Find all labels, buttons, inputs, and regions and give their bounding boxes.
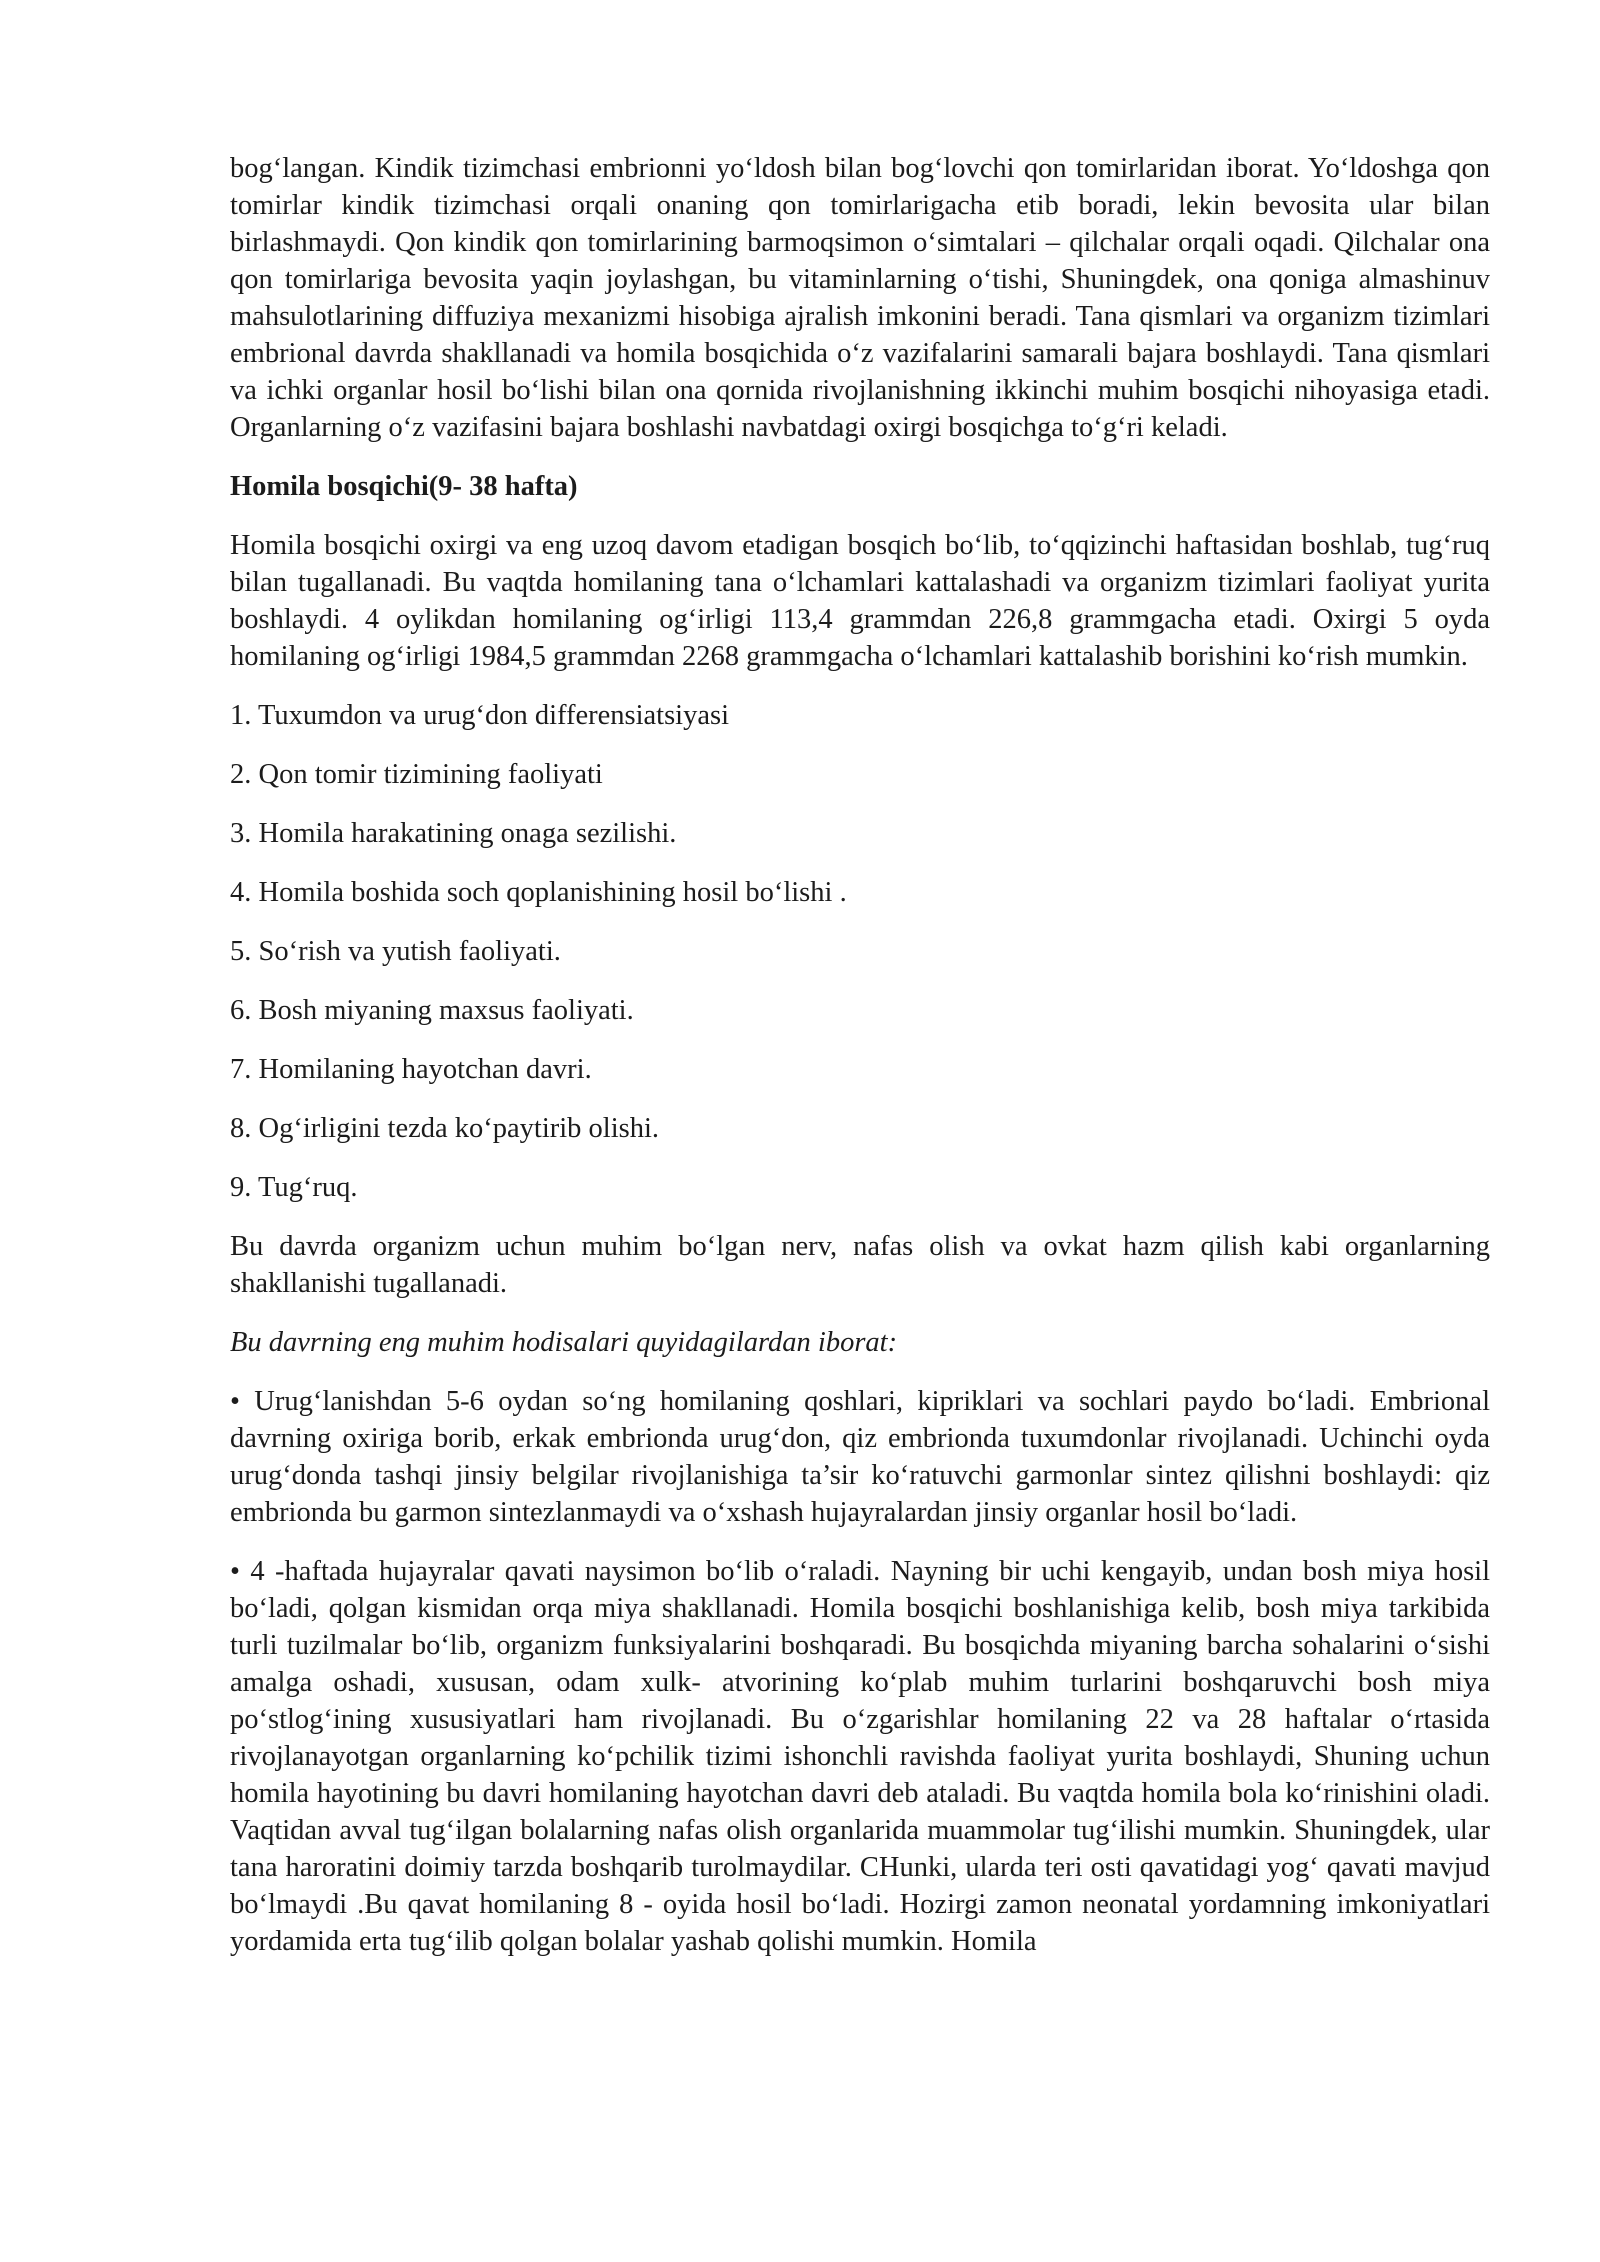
- paragraph-homila-bosqichi: Homila bosqichi oxirgi va eng uzoq davom etadigan bosqich bo‘lib, to‘qqizinchi haftasidan boshlab, tug‘ruq bilan tugallanadi. Bu vaqtda homilaning tana o‘lchamlari kattalashadi va organizm tizimlari faoliyat yurita boshlaydi. 4 oylikdan homilaning og‘irligi 113,4 grammdan 226,8 grammgacha etadi. Oxirgi 5 oyda homilaning og‘irligi 1984,5 grammdan 2268 grammgacha o‘lchamlari kattalashib borishini ko‘rish mumkin.: [230, 530, 1490, 672]
- paragraph-organ-formation: Bu davrda organizm uchun muhim bo‘lgan nerv, nafas olish va ovkat hazm qilish kabi organlarning shakllanishi tugallanadi.: [230, 1231, 1490, 1299]
- bullet-paragraph-2: • 4 -haftada hujayralar qavati naysimon bo‘lib o‘raladi. Nayning bir uchi kengayib, undan bosh miya hosil bo‘ladi, qolgan kismidan orqa miya shakllanadi. Homila bosqichi boshlanishiga kelib, bosh miya tarkibida turli tuzilmalar bo‘lib, organizm funksiyalarini boshqaradi. Bu bosqichda miyaning barcha sohalarini o‘sishi amalga oshadi, xususan, odam xulk- atvorining ko‘plab muhim turlarini boshqaruvchi bosh miya po‘stlog‘ining xususiyatlari ham rivojlanadi. Bu o‘zgarishlar homilaning 22 va 28 haftalar o‘rtasida rivojlanayotgan organlarning ko‘pchilik tizimi ishonchli ravishda faoliyat yurita boshlaydi, Shuning uchun homila hayotining bu davri homilaning hayotchan davri deb ataladi. Bu vaqtda homila bola ko‘rinishini oladi. Vaqtidan avval tug‘ilgan bolalarning nafas olish organlarida muammolar tug‘ilishi mumkin. Shuningdek, ular tana haroratini doimiy tarzda boshqarib turolmaydilar. CHunki, ularda teri osti qavatidagi yog‘ qavati mavjud bo‘lmaydi .Bu qavat homilaning 8 - oyida hosil bo‘ladi. Hozirgi zamon neonatal yordamning imkoniyatlari yordamida erta tug‘ilib qolgan bolalar yashab qolishi mumkin. Homila: [230, 1556, 1490, 1957]
- list-item: 6. Bosh miyaning maxsus faoliyati.: [230, 995, 634, 1026]
- list-item: 1. Tuxumdon va urug‘don differensiatsiyasi: [230, 700, 729, 731]
- bullet-paragraph-1: • Urug‘lanishdan 5-6 oydan so‘ng homilaning qoshlari, kipriklari va sochlari paydo bo‘ladi. Embrional davrning oxiriga borib, erkak embrionda urug‘don, qiz embrionda tuxumdonlar rivojlanadi. Uchinchi oyda urug‘donda tashqi jinsiy belgilar rivojlanishiga ta’sir ko‘ratuvchi garmonlar sintez qilishni boshlaydi: qiz embrionda bu garmon sintezlanmaydi va o‘xshash hujayralardan jinsiy organlar hosil bo‘ladi.: [230, 1386, 1490, 1528]
- document-page: [230, 150, 1490, 1982]
- list-item: 9. Tug‘ruq.: [230, 1172, 358, 1203]
- intro-paragraph: bog‘langan. Kindik tizimchasi embrionni yo‘ldosh bilan bog‘lovchi qon tomirlaridan iborat. Yo‘ldoshga qon tomirlar kindik tizimchasi orqali onaning qon tomirlarigacha etib boradi, lekin bevosita ular bilan birlashmaydi. Qon kindik qon tomirlarining barmoqsimon o‘simtalari – qilchalar orqali oqadi. Qilchalar ona qon tomirlariga bevosita yaqin joylashgan, bu vitaminlarning o‘tishi, Shuningdek, ona qoniga almashinuv mahsulotlarining diffuziya mexanizmi hisobiga ajralish imkonini beradi. Tana qismlari va organizm tizimlari embrional davrda shakllanadi va homila bosqichida o‘z vazifalarini samarali bajara boshlaydi. Tana qismlari va ichki organlar hosil bo‘lishi bilan ona qornida rivojlanishning ikkinchi muhim bosqichi nihoyasiga etadi. Organlarning o‘z vazifasini bajara boshlashi navbatdagi oxirgi bosqichga to‘g‘ri keladi.: [230, 153, 1490, 443]
- numbered-list: [230, 697, 1490, 1206]
- list-item: 5. So‘rish va yutish faoliyati.: [230, 936, 561, 967]
- list-item: 3. Homila harakatining onaga sezilishi.: [230, 818, 677, 849]
- list-item: 4. Homila boshida soch qoplanishining hosil bo‘lishi .: [230, 877, 847, 908]
- italic-subheading: Bu davrning eng muhim hodisalari quyidagilardan iborat:: [230, 1327, 898, 1358]
- list-item: 7. Homilaning hayotchan davri.: [230, 1054, 592, 1085]
- section-heading: Homila bosqichi(9- 38 hafta): [230, 471, 578, 502]
- list-item: 2. Qon tomir tizimining faoliyati: [230, 759, 603, 790]
- list-item: 8. Og‘irligini tezda ko‘paytirib olishi.: [230, 1113, 660, 1144]
